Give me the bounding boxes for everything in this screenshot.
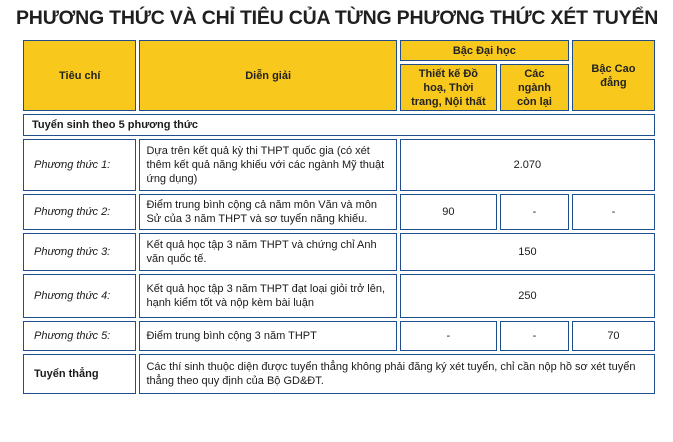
method-5-design: - — [400, 321, 497, 351]
method-2-other: - — [500, 194, 569, 230]
admission-table — [20, 37, 658, 397]
header-explanation: Diễn giải — [139, 40, 396, 111]
method-2-design: 90 — [400, 194, 497, 230]
method-1-value: 2.070 — [400, 139, 655, 191]
method-1-desc: Dựa trên kết quả kỳ thi THPT quốc gia (có xét thêm kết quả năng khiếu với các ngành Mỹ thuật ứng dụng) — [139, 139, 396, 191]
method-3-label: Phương thức 3: — [23, 233, 136, 271]
method-2-desc: Điểm trung bình cộng cả năm môn Văn và môn Sử của 3 năm THPT và sơ tuyển năng khiếu. — [139, 194, 396, 230]
direct-admission-label: Tuyển thẳng — [23, 354, 136, 394]
section-title: Tuyển sinh theo 5 phương thức — [23, 114, 655, 136]
header-design-majors: Thiết kế Đồ hoạ, Thời trang, Nội thất — [400, 64, 497, 111]
direct-admission-desc: Các thí sinh thuộc diện được tuyển thẳng không phải đăng ký xét tuyển, chỉ cần nộp hồ sơ xét tuyển thẳng theo quy định của Bộ GD&ĐT. — [139, 354, 655, 394]
method-2-college: - — [572, 194, 655, 230]
method-5-desc: Điểm trung bình cộng 3 năm THPT — [139, 321, 396, 351]
header-criteria: Tiêu chí — [23, 40, 136, 111]
method-5-other: - — [500, 321, 569, 351]
header-college: Bậc Cao đẳng — [572, 40, 655, 111]
header-university: Bậc Đại học — [400, 40, 569, 61]
page-title: PHƯƠNG THỨC VÀ CHỈ TIÊU CỦA TỪNG PHƯƠNG THỨC XÉT TUYỂN — [16, 7, 659, 29]
method-2-label: Phương thức 2: — [23, 194, 136, 230]
method-4-label: Phương thức 4: — [23, 274, 136, 318]
method-4-desc: Kết quả học tập 3 năm THPT đạt loại giỏi trở lên, hạnh kiểm tốt và nộp kèm bài luận — [139, 274, 396, 318]
method-4-value: 250 — [400, 274, 655, 318]
header-other-majors: Các ngành còn lại — [500, 64, 569, 111]
method-3-value: 150 — [400, 233, 655, 271]
method-5-label: Phương thức 5: — [23, 321, 136, 351]
method-1-label: Phương thức 1: — [23, 139, 136, 191]
method-3-desc: Kết quả học tập 3 năm THPT và chứng chỉ Anh văn quốc tế. — [139, 233, 396, 271]
method-5-college: 70 — [572, 321, 655, 351]
